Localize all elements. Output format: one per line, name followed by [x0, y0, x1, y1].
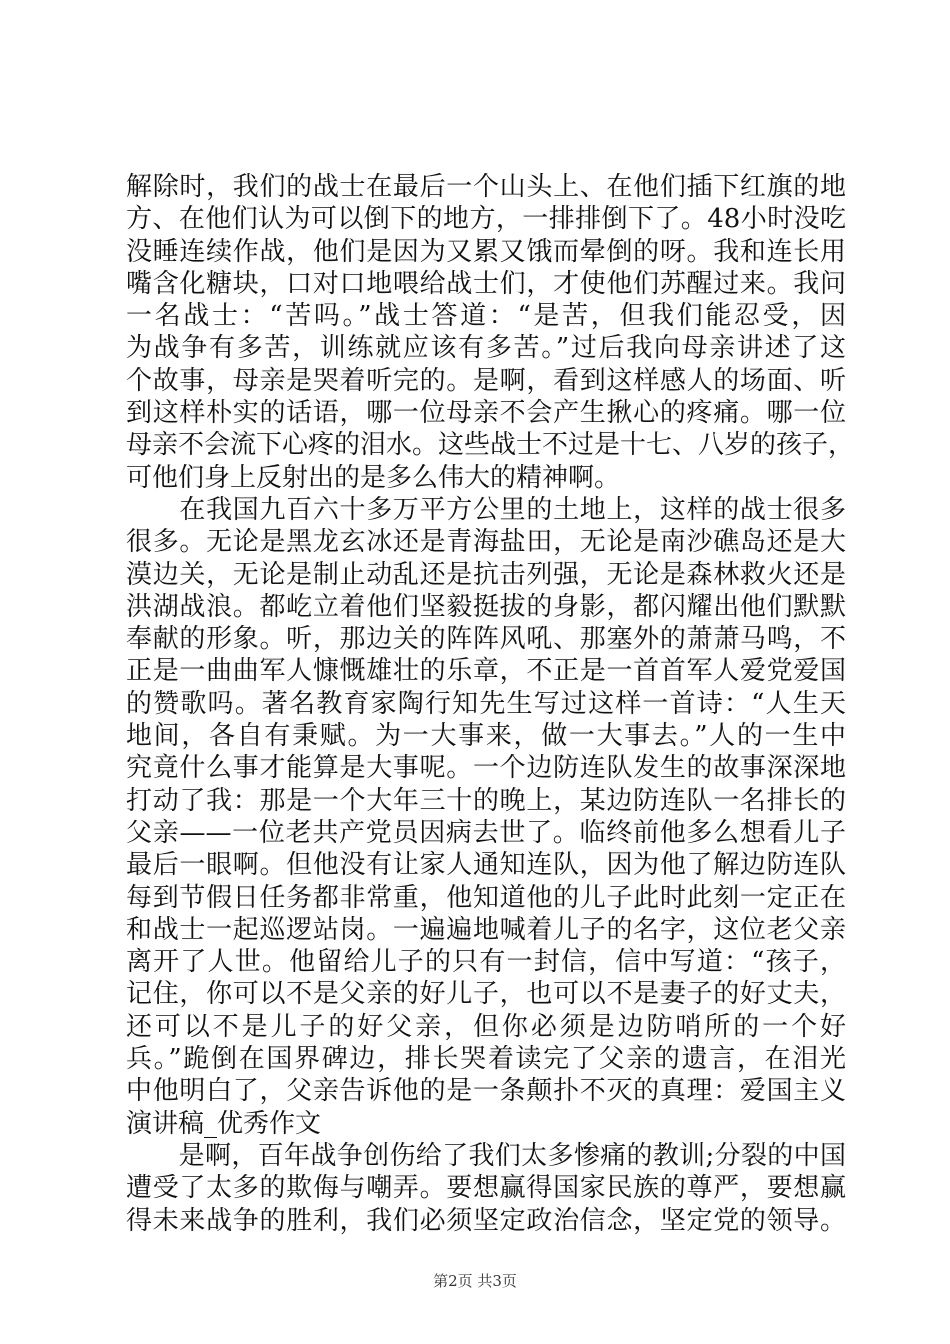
text-line: 嘴含化糖块，口对口地喂给战士们，才使他们苏醒过来。我问 — [126, 268, 846, 299]
paragraph-start-line: 是啊，百年战争创伤给了我们太多惨痛的教训;分裂的中国 — [126, 1140, 846, 1171]
text-line: 离开了人世。他留给儿子的只有一封信，信中写道：“孩子， — [126, 947, 846, 978]
text-line: 究竟什么事才能算是大事呢。一个边防连队发生的故事深深地 — [126, 753, 846, 784]
text-line: 洪湖战浪。都屹立着他们坚毅挺拔的身影，都闪耀出他们默默 — [126, 591, 846, 622]
text-line: 中他明白了，父亲告诉他的是一条颠扑不灭的真理：爱国主义 — [126, 1076, 846, 1107]
text-line: 父亲——一位老共产党员因病去世了。临终前他多么想看儿子 — [126, 817, 846, 848]
text-line: 到这样朴实的话语，哪一位母亲不会产生揪心的疼痛。哪一位 — [126, 398, 846, 429]
text-line: 正是一曲曲军人慷慨雄壮的乐章，不正是一首首军人爱党爱国 — [126, 656, 846, 687]
text-line: 还可以不是儿子的好父亲，但你必须是边防哨所的一个好 — [126, 1011, 846, 1042]
page-number-label: 第2页 共3页 — [433, 1272, 517, 1290]
text-line: 遭受了太多的欺侮与嘲弄。要想赢得国家民族的尊严，要想赢 — [126, 1173, 846, 1204]
text-line: 最后一眼啊。但他没有让家人通知连队，因为他了解边防连队 — [126, 850, 846, 881]
text-line: 一名战士：“苦吗。”战士答道：“是苦，但我们能忍受，因 — [126, 301, 846, 332]
text-line: 每到节假日任务都非常重，他知道他的儿子此时此刻一定正在 — [126, 882, 846, 913]
paragraph-start-line: 在我国九百六十多万平方公里的土地上，这样的战士很多 — [126, 494, 846, 525]
text-line: 漠边关，无论是制止动乱还是抗击列强，无论是森林救火还是 — [126, 559, 846, 590]
text-line: 很多。无论是黑龙玄冰还是青海盐田，无论是南沙礁岛还是大 — [126, 527, 846, 558]
text-line: 奉献的形象。听，那边关的阵阵风吼、那塞外的萧萧马鸣，不 — [126, 624, 846, 655]
text-line: 记住，你可以不是父亲的好儿子，也可以不是妻子的好丈夫， — [126, 979, 846, 1010]
text-line: 方、在他们认为可以倒下的地方，一排排倒下了。48小时没吃 — [126, 204, 846, 235]
text-line: 得未来战争的胜利，我们必须坚定政治信念，坚定党的领导。 — [126, 1205, 846, 1236]
document-body — [126, 171, 855, 1237]
text-line: 和战士一起巡逻站岗。一遍遍地喊着儿子的名字，这位老父亲 — [126, 914, 846, 945]
text-line: 个故事，母亲是哭着听完的。是啊，看到这样感人的场面、听 — [126, 365, 846, 396]
text-line: 为战争有多苦，训练就应该有多苦。”过后我向母亲讲述了这 — [126, 333, 846, 364]
page-footer — [0, 1270, 950, 1291]
text-line: 兵。”跪倒在国界碑边，排长哭着读完了父亲的遗言，在泪光 — [126, 1044, 846, 1075]
text-line: 解除时，我们的战士在最后一个山头上、在他们插下红旗的地 — [126, 172, 846, 202]
text-line: 可他们身上反射出的是多么伟大的精神啊。 — [126, 462, 621, 493]
text-line: 的赞歌吗。著名教育家陶行知先生写过这样一首诗：“人生天 — [126, 688, 846, 719]
text-line: 演讲稿_优秀作文 — [126, 1108, 322, 1139]
text-line: 母亲不会流下心疼的泪水。这些战士不过是十七、八岁的孩子， — [126, 430, 855, 461]
text-line: 没睡连续作战，他们是因为又累又饿而晕倒的呀。我和连长用 — [126, 236, 846, 267]
text-line: 打动了我：那是一个大年三十的晚上，某边防连队一名排长的 — [126, 785, 846, 816]
text-line: 地间，各自有秉赋。为一大事来，做一大事去。”人的一生中 — [126, 721, 846, 752]
